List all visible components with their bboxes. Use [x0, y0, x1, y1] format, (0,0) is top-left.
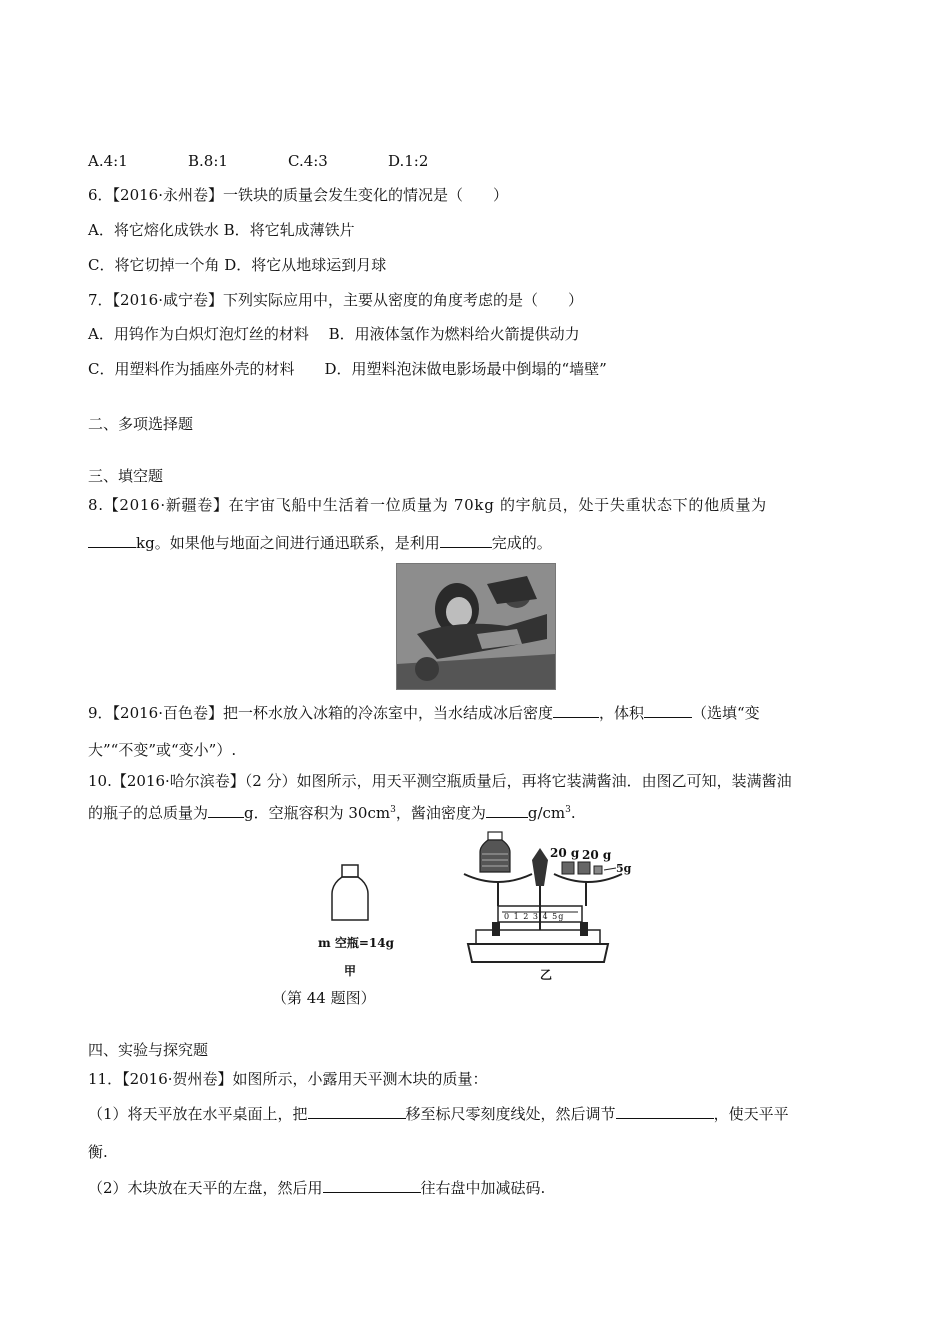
q10-text-c: ，酱油密度为 — [395, 804, 486, 822]
astronaut-photo — [396, 563, 556, 690]
q6-options-ab: A．将它熔化成铁水 B．将它轧成薄铁片 — [88, 221, 355, 239]
q11-stem: 11．【2016·贺州卷】如图所示，小露用天平测木块的质量： — [88, 1070, 488, 1088]
figure-bottle — [318, 862, 398, 982]
q11-part1 — [88, 1104, 789, 1124]
q9-text-c: （选填“变 — [692, 704, 760, 722]
q5-option-c: C.4:3 — [288, 152, 328, 170]
q9-blank-2[interactable] — [644, 703, 692, 718]
section-fill-blank: 三、填空题 — [88, 467, 164, 485]
section-multi-choice: 二、多项选择题 — [88, 415, 194, 433]
q10-line1: 10.【2016·哈尔滨卷】（2 分）如图所示，用天平测空瓶质量后，再将它装满酱油．由图乙可知，装满酱油 — [88, 772, 792, 790]
q9-line2: 大”“不变”或“变小”）. — [88, 741, 237, 759]
scale-numbers: 0 1 2 3 4 5g — [504, 912, 565, 921]
figure-balance — [458, 826, 638, 986]
q5-option-d: D.1:2 — [388, 152, 429, 170]
q6-options-cd: C．将它切掉一个角 D．将它从地球运到月球 — [88, 256, 387, 274]
q11-p1-text-b: 移至标尺零刻度线处，然后调节 — [405, 1105, 616, 1123]
q7-stem: 7．【2016·咸宁卷】下列实际应用中，主要从密度的角度考虑的是（ ） — [88, 291, 583, 309]
q5-option-b: B.8:1 — [188, 152, 228, 170]
figure-right-label: 乙 — [540, 968, 553, 982]
q10-text-e: . — [570, 804, 576, 822]
q8-line2 — [88, 533, 552, 553]
figure-caption: （第 44 题图） — [272, 989, 376, 1007]
q11-p2-text-b: 往右盘中加减砝码. — [420, 1179, 546, 1197]
figure-left-label: 甲 — [344, 964, 357, 978]
q6-stem: 6．【2016·永州卷】一铁块的质量会发生变化的情况是（ ） — [88, 186, 508, 204]
q5-options — [88, 151, 428, 171]
q11-blank-1[interactable] — [308, 1104, 406, 1119]
q8-line1: 8.【2016·新疆卷】在宇宙飞船中生活着一位质量为 70kg 的宇航员，处于失重状态下的他质量为 — [88, 496, 767, 514]
q10-blank-1[interactable] — [208, 803, 244, 818]
weight-label-3: 5g — [616, 862, 632, 875]
q9-line1 — [88, 703, 760, 723]
q10-text-b: g．空瓶容积为 30cm — [244, 804, 391, 822]
q10-blank-2[interactable] — [486, 803, 528, 818]
q7-options-ab: A．用钨作为白炽灯泡灯丝的材料 B．用液体氢作为燃料给火箭提供动力 — [88, 325, 580, 343]
q10-line2: 的瓶子的总质量为 g．空瓶容积为 $30cm^3$，酱油密度为 $g/cm^3$. — [88, 804, 576, 822]
weight-label-1: 20 g — [550, 846, 580, 860]
q9-text-a: 9．【2016·百色卷】把一杯水放入冰箱的冷冻室中，当水结成冰后密度 — [88, 704, 553, 722]
weight-label-2: 20 g — [582, 848, 612, 862]
q9-blank-1[interactable] — [553, 703, 599, 718]
q8-blank-1[interactable] — [88, 533, 136, 548]
q11-p1-text-c: ，使天平平 — [713, 1105, 789, 1123]
q8-text-a: kg。如果他与地面之间进行通迅联系，是利用 — [136, 534, 440, 552]
q9-text-b: ，体积 — [599, 704, 645, 722]
q11-part1-cont: 衡. — [88, 1143, 108, 1161]
q8-blank-2[interactable] — [440, 533, 492, 548]
q7-options-cd: C．用塑料作为插座外壳的材料 D．用塑料泡沫做电影场最中倒塌的“墙壁” — [88, 360, 607, 378]
q11-p1-text-a: （1）将天平放在水平桌面上，把 — [88, 1105, 308, 1123]
q10-text-d: g/cm — [527, 804, 566, 822]
q5-option-a: A.4:1 — [88, 152, 128, 170]
q11-p2-text-a: （2）木块放在天平的左盘，然后用 — [88, 1179, 323, 1197]
q11-blank-3[interactable] — [323, 1178, 421, 1193]
q8-text-b: 完成的。 — [491, 534, 552, 552]
section-experiment: 四、实验与探究题 — [88, 1041, 209, 1059]
q11-blank-2[interactable] — [616, 1104, 714, 1119]
q11-part2 — [88, 1178, 545, 1198]
q10-text-a: 的瓶子的总质量为 — [88, 804, 209, 822]
bottle-mass-label: m 空瓶=14g — [318, 936, 395, 950]
